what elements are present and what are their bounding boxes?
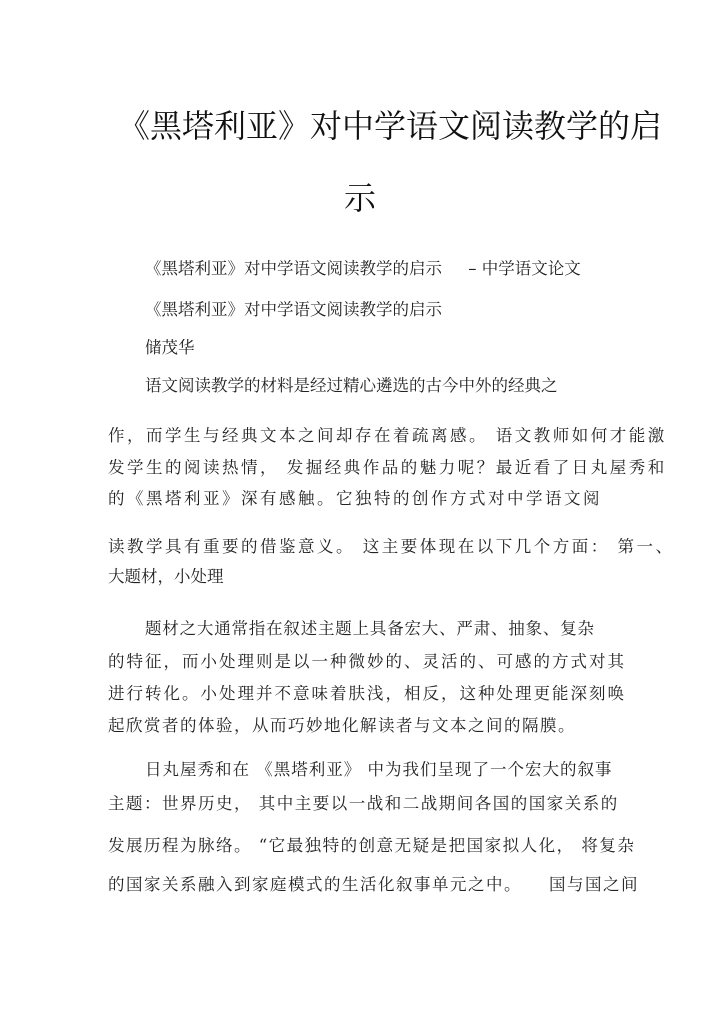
heading: 《黑塔利亚》对中学语文阅读教学的启示	[145, 300, 442, 319]
paragraph-line: 大题材，小处理	[108, 567, 224, 586]
paragraph-line: 的国家关系融入到家庭模式的生活化叙事单元之中。 国与国之间	[108, 875, 639, 894]
title-line-1: 《黑塔利亚》对中学语文阅读教学的启	[118, 107, 663, 145]
paragraph-line: 作，而学生与经典文本之间却存在着疏离感。 语文教师如何才能激	[108, 426, 667, 445]
paragraph-line: 题材之大通常指在叙述主题上具备宏大、严肃、抽象、复杂	[145, 619, 595, 638]
paragraph-line: 主题：世界历史， 其中主要以一战和二战期间各国的国家关系的	[108, 794, 619, 813]
subtitle: 《黑塔利亚》对中学语文阅读教学的启示 – 中学语文论文	[145, 259, 581, 278]
paragraph-line: 语文阅读教学的材料是经过精心遴选的古今中外的经典之	[145, 376, 558, 395]
paragraph-line: 发展历程为脉络。 “它最独特的创意无疑是把国家拟人化， 将复杂	[108, 836, 636, 855]
paragraph-line: 进行转化。小处理并不意味着肤浅，相反，这种处理更能深刻唤	[108, 684, 626, 703]
author: 储茂华	[145, 338, 195, 357]
title-line-2: 示	[344, 179, 377, 217]
paragraph-line: 的《黑塔利亚》深有感触。它独特的创作方式对中学语文阅	[108, 489, 602, 508]
paragraph-line: 发学生的阅读热情， 发掘经典作品的魅力呢？最近看了日丸屋秀和	[108, 458, 667, 477]
paragraph-line: 起欣赏者的体验，从而巧妙地化解读者与文本之间的隔膜。	[108, 716, 576, 735]
paragraph-line: 读教学具有重要的借鉴意义。 这主要体现在以下几个方面： 第一、	[108, 537, 675, 556]
paragraph-line: 的特征，而小处理则是以一种微妙的、灵活的、可感的方式对其	[108, 652, 626, 671]
paragraph-line: 日丸屋秀和在 《黑塔利亚》 中为我们呈现了一个宏大的叙事	[145, 760, 613, 779]
